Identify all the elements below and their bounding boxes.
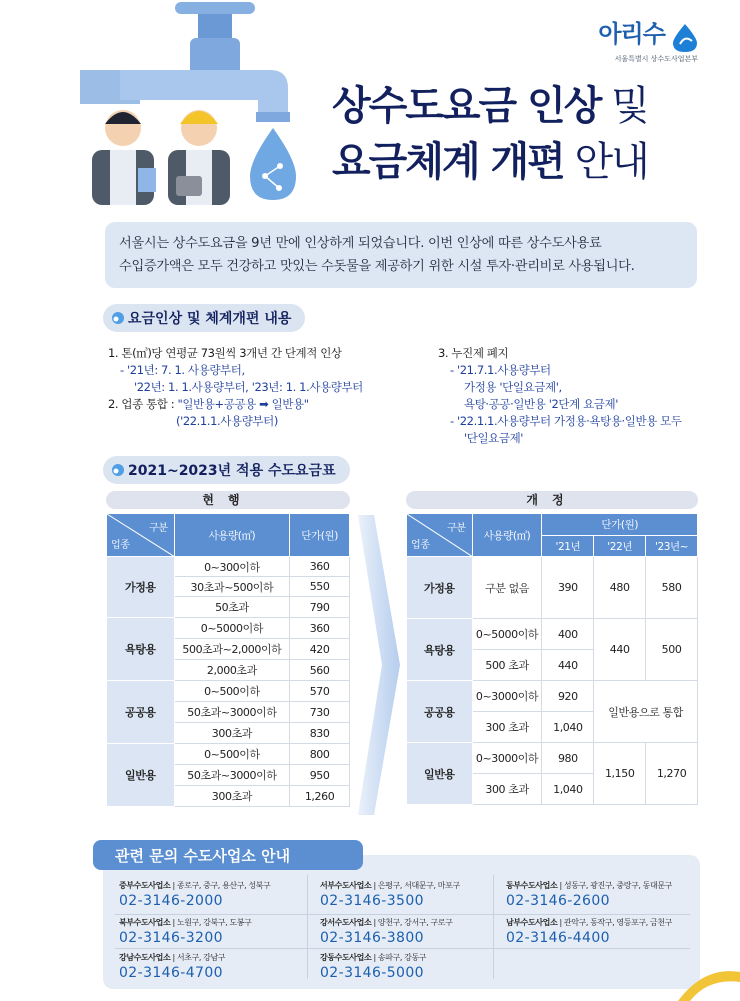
category-public: 공공용 [107,681,175,744]
section-bullet-icon [111,311,125,325]
faucet-spout [120,70,288,112]
price-cell: 580 [646,557,698,619]
usage-cell: 구분 없음 [472,557,542,619]
office-jungbu: 중부수도사업소 | 종로구, 중구, 용산구, 성북구 02-3146-2000 [119,881,271,909]
col-price: 단가(원) [290,514,350,557]
phone-number[interactable]: 02-3146-3800 [320,930,424,946]
price-cell: 1,040 [542,774,594,805]
price-cell: 830 [290,723,350,744]
office-dongbu: 동부수도사업소 | 성동구, 광진구, 중랑구, 동대문구 02-3146-2600 [506,881,672,909]
phone-number[interactable]: 02-3146-4700 [119,965,223,981]
usage-cell: 30초과~500이하 [174,577,290,597]
category-general: 일반용 [407,743,473,805]
category-general: 일반용 [107,744,175,807]
current-body [107,557,350,807]
corner-decoration [668,962,740,1001]
usage-cell: 0~3000이하 [472,743,542,774]
price-cell: 1,150 [594,743,646,805]
phone-number[interactable]: 02-3146-3200 [119,930,223,946]
page-title [332,78,648,190]
contact-heading: 관련 문의 수도사업소 안내 [93,840,363,870]
col-year-22: '22년 [594,536,646,557]
intro-box [105,222,697,288]
price-cell: 920 [542,681,594,712]
col-usage: 사용량(㎥) [174,514,290,557]
usage-cell: 50초과~3000이하 [174,702,290,723]
usage-cell: 500초과~2,000이하 [174,639,290,660]
intro-line-2: 수입증가액은 모두 건강하고 맛있는 수돗물을 제공하기 위한 시설 투자·관리비로 사용됩니다. [119,259,635,274]
usage-cell: 0~3000이하 [472,681,542,712]
intro-line-1: 서울시는 상수도요금을 9년 만에 인상하게 되었습니다. 이번 인상에 따른 상수도사용료 [119,236,602,251]
current-rate-table [106,513,350,807]
usage-cell: 0~5000이하 [472,619,542,650]
corner-header: 구분 업종 [407,514,473,557]
list-item-2: 2. 업종 통합 : "일반용+공공용 ➡ 일반용" [108,397,309,411]
price-cell: 360 [290,557,350,577]
office-seobu: 서부수도사업소 | 은평구, 서대문구, 마포구 02-3146-3500 [320,881,460,909]
col-year-21: '21년 [542,536,594,557]
category-bath: 욕탕용 [107,618,175,681]
logo-text: 아리수 [598,20,665,48]
section-heading-changes: 요금인상 및 체계개편 내용 [103,304,305,332]
price-cell: 400 [542,619,594,650]
col-year-23: '23년~ [646,536,698,557]
list-item-3a3: 욕탕·공공·일반용 '2단계 요금제' [464,397,618,411]
title-line-1: 상수도요금 인상 및 [332,83,648,129]
phone-number[interactable]: 02-3146-2000 [119,893,223,909]
list-item-3a1: - '21.7.1.사용량부터 [450,363,551,377]
divider [115,914,690,915]
price-cell: 800 [290,744,350,765]
usage-cell: 500 초과 [472,650,542,681]
price-cell: 440 [594,619,646,681]
category-bath: 욕탕용 [407,619,473,681]
faucet-illustration [80,0,330,210]
price-cell: 730 [290,702,350,723]
price-cell: 360 [290,618,350,639]
list-item-3a2: 가정용 '단일요금제', [464,380,562,394]
phone-number[interactable]: 02-3146-3500 [320,893,424,909]
usage-cell: 300 초과 [472,712,542,743]
logo-org: 서울특별시 상수도사업본부 [614,54,698,63]
section-bullet-icon [111,463,125,477]
usage-cell: 50초과 [174,597,290,618]
office-gangseo: 강서수도사업소 | 양천구, 강서구, 구로구 02-3146-3800 [320,918,453,946]
arisu-logo [598,14,698,64]
price-cell: 1,260 [290,786,350,807]
worker-2-illustration [168,110,230,205]
category-public: 공공용 [407,681,473,743]
faucet-stem [198,10,232,38]
changes-list-left [108,345,408,430]
price-cell: 390 [542,557,594,619]
office-nambu: 남부수도사업소 | 관악구, 동작구, 영등포구, 금천구 02-3146-4400 [506,918,672,946]
price-cell: 790 [290,597,350,618]
category-home: 가정용 [407,557,473,619]
price-cell: 550 [290,577,350,597]
office-bukbu: 북부수도사업소 | 노원구, 강북구, 도봉구 02-3146-3200 [119,918,252,946]
phone-number[interactable]: 02-3146-5000 [320,965,424,981]
price-cell: 480 [594,557,646,619]
divider [493,875,494,979]
changes-list-right [438,345,718,447]
faucet-nozzle [256,112,290,122]
list-item-1a: - '21년: 7. 1. 사용량부터, [120,363,245,377]
usage-cell: 300 초과 [472,774,542,805]
worker-1-illustration [92,110,156,205]
merged-note: 일반용으로 통합 [594,681,698,743]
phone-number[interactable]: 02-3146-4400 [506,930,610,946]
section-heading-rates: 2021~2023년 적용 수도요금표 [103,456,350,484]
price-cell: 1,040 [542,712,594,743]
revised-body [407,557,698,805]
current-table-heading: 현행 [106,491,350,509]
usage-cell: 300초과 [174,723,290,744]
faucet-handle [175,2,255,14]
price-cell: 500 [646,619,698,681]
list-item-3b1: - '22.1.1.사용량부터 가정용·욕탕용·일반용 모두 [450,414,682,428]
list-item-1b: '22년: 1. 1.사용량부터, '23년: 1. 1.사용량부터 [134,380,363,394]
usage-cell: 0~500이하 [174,744,290,765]
phone-number[interactable]: 02-3146-2600 [506,893,610,909]
usage-cell: 0~5000이하 [174,618,290,639]
title-line-2: 요금체계 개편 안내 [332,139,648,185]
category-home: 가정용 [107,557,175,618]
list-item-2b: ('22.1.1.사용량부터) [176,414,278,428]
list-item-3b2: '단일요금제' [464,431,524,445]
divider [307,875,308,979]
water-drop-icon [250,128,296,200]
logo-drop-icon [672,23,698,53]
revised-table-heading: 개정 [406,491,698,509]
office-gangdong: 강동수도사업소 | 송파구, 강동구 02-3146-5000 [320,953,427,981]
list-item-1: 1. 톤(㎥)당 연평균 73원씩 3개년 간 단계적 인상 [108,346,342,360]
price-cell: 1,270 [646,743,698,805]
hero-banner [0,0,740,215]
price-cell: 420 [290,639,350,660]
price-cell: 440 [542,650,594,681]
price-cell: 560 [290,660,350,681]
price-cell: 950 [290,765,350,786]
arrow-right-icon [356,515,402,815]
usage-cell: 0~500이하 [174,681,290,702]
usage-cell: 2,000초과 [174,660,290,681]
revised-rate-table [406,513,698,805]
col-price: 단가(원) [542,514,698,536]
list-item-3: 3. 누진제 폐지 [438,346,509,360]
price-cell: 570 [290,681,350,702]
usage-cell: 300초과 [174,786,290,807]
corner-header: 구분 업종 [107,514,175,557]
office-gangnam: 강남수도사업소 | 서초구, 강남구 02-3146-4700 [119,953,226,981]
usage-cell: 0~300이하 [174,557,290,577]
divider [115,948,690,949]
price-cell: 980 [542,743,594,774]
usage-cell: 50초과~3000이하 [174,765,290,786]
col-usage: 사용량(㎥) [472,514,542,557]
